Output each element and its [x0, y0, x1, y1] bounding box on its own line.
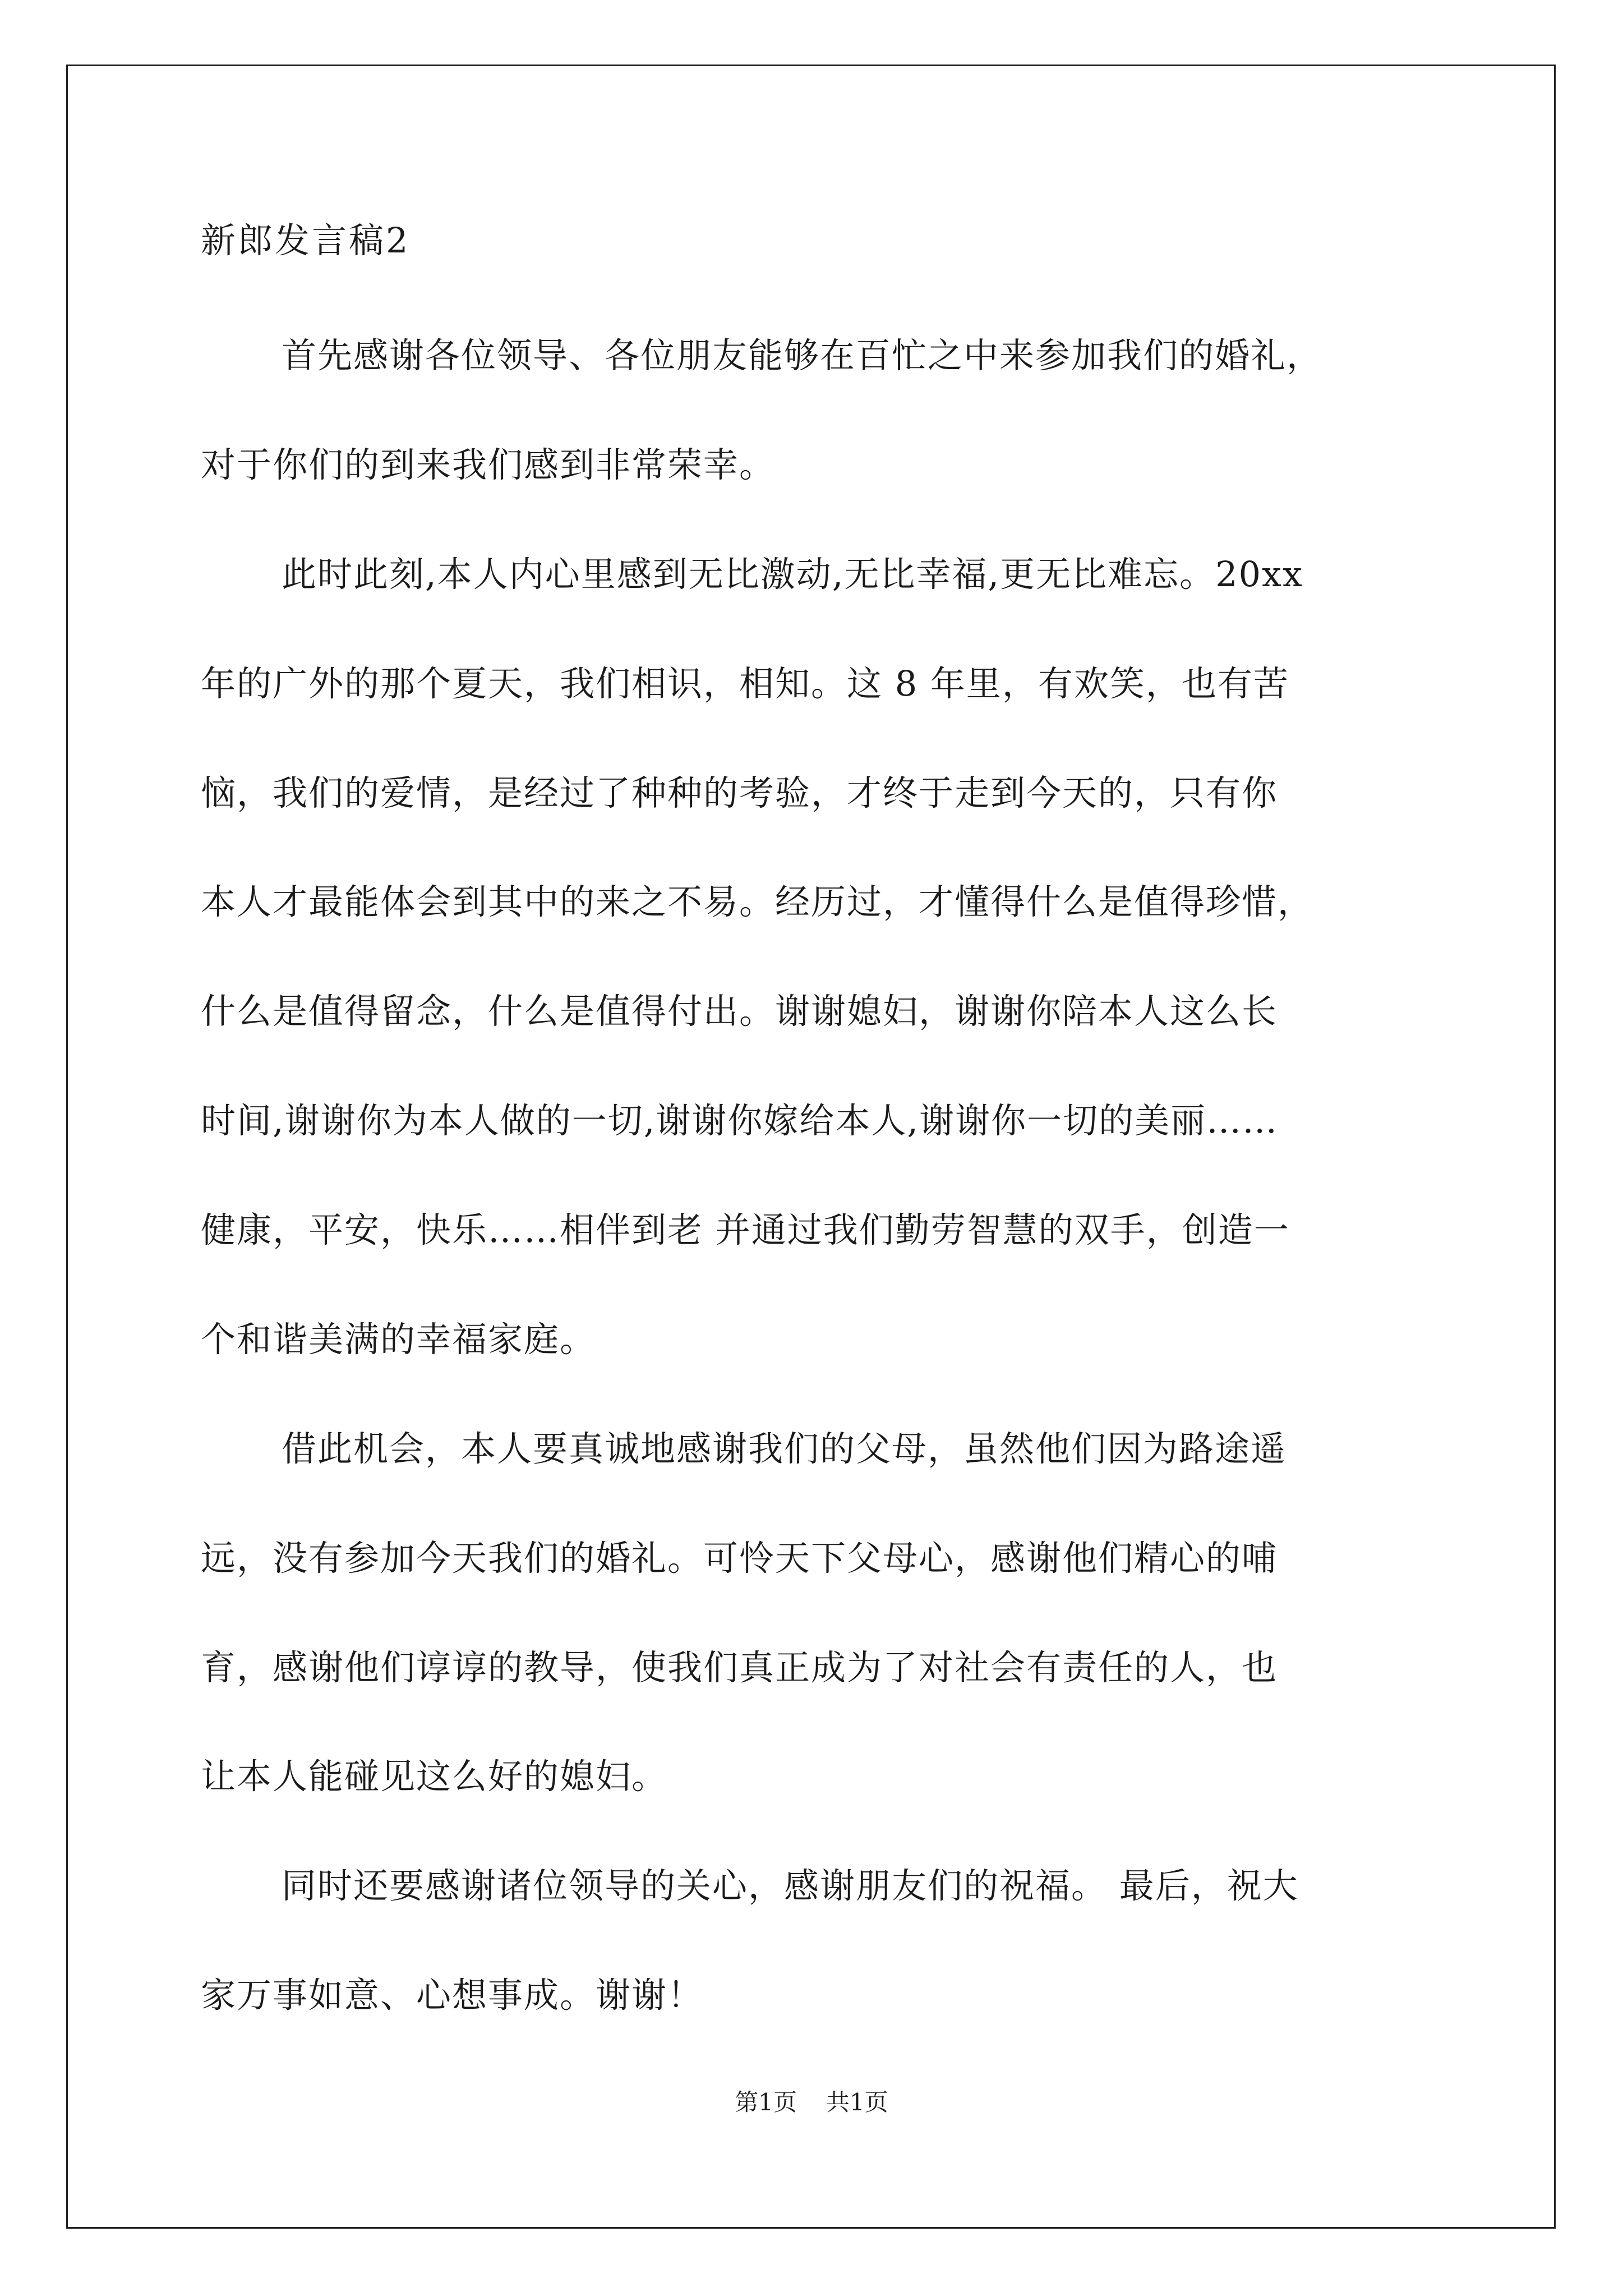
paragraph-3-line-4: 让本人能碰见这么好的媳妇。	[201, 1756, 668, 1797]
paragraph-2-line-5: 什么是值得留念，什么是值得付出。谢谢媳妇，谢谢你陪本人这么长	[201, 991, 1278, 1032]
paragraph-2-line-8: 个和谐美满的幸福家庭。	[201, 1319, 596, 1360]
page-number-current: 第1页	[735, 2088, 797, 2116]
paragraph-2-line-4: 本人才最能体会到其中的来之不易。经历过，才懂得什么是值得珍惜，	[201, 881, 1314, 922]
paragraph-3-line-3: 育，感谢他们谆谆的教导，使我们真正成为了对社会有责任的人，也	[201, 1647, 1278, 1688]
paragraph-2-line-2: 年的广外的那个夏天，我们相识，相知。这 8 年里，有欢笑，也有苦	[201, 663, 1289, 704]
paragraph-2-line-1: 此时此刻,本人内心里感到无比激动,无比幸福,更无比难忘。20xx	[282, 554, 1303, 595]
page-number-total: 共1页	[826, 2088, 888, 2116]
paragraph-3-line-1: 借此机会，本人要真诚地感谢我们的父母，虽然他们因为路途遥	[282, 1428, 1287, 1469]
paragraph-2-line-6: 时间,谢谢你为本人做的一切,谢谢你嫁给本人,谢谢你一切的美丽……	[201, 1100, 1279, 1141]
paragraph-2-line-7: 健康，平安，快乐……相伴到老 并通过我们勤劳智慧的双手，创造一	[201, 1209, 1290, 1250]
document-title: 新郎发言稿2	[201, 220, 411, 261]
paragraph-3-line-2: 远，没有参加今天我们的婚礼。可怜天下父母心，感谢他们精心的哺	[201, 1538, 1278, 1579]
paragraph-4-line-1: 同时还要感谢诸位领导的关心，感谢朋友们的祝福。 最后，祝大	[282, 1865, 1299, 1906]
paragraph-2-line-3: 恼，我们的爱情，是经过了种种的考验，才终于走到今天的，只有你	[201, 772, 1278, 813]
paragraph-4-line-2: 家万事如意、心想事成。谢谢！	[201, 1975, 704, 2016]
paragraph-1-line-1: 首先感谢各位领导、各位朋友能够在百忙之中来参加我们的婚礼，	[282, 335, 1323, 376]
paragraph-1-line-2: 对于你们的到来我们感到非常荣幸。	[201, 444, 776, 485]
page-footer	[0, 2088, 1623, 2116]
